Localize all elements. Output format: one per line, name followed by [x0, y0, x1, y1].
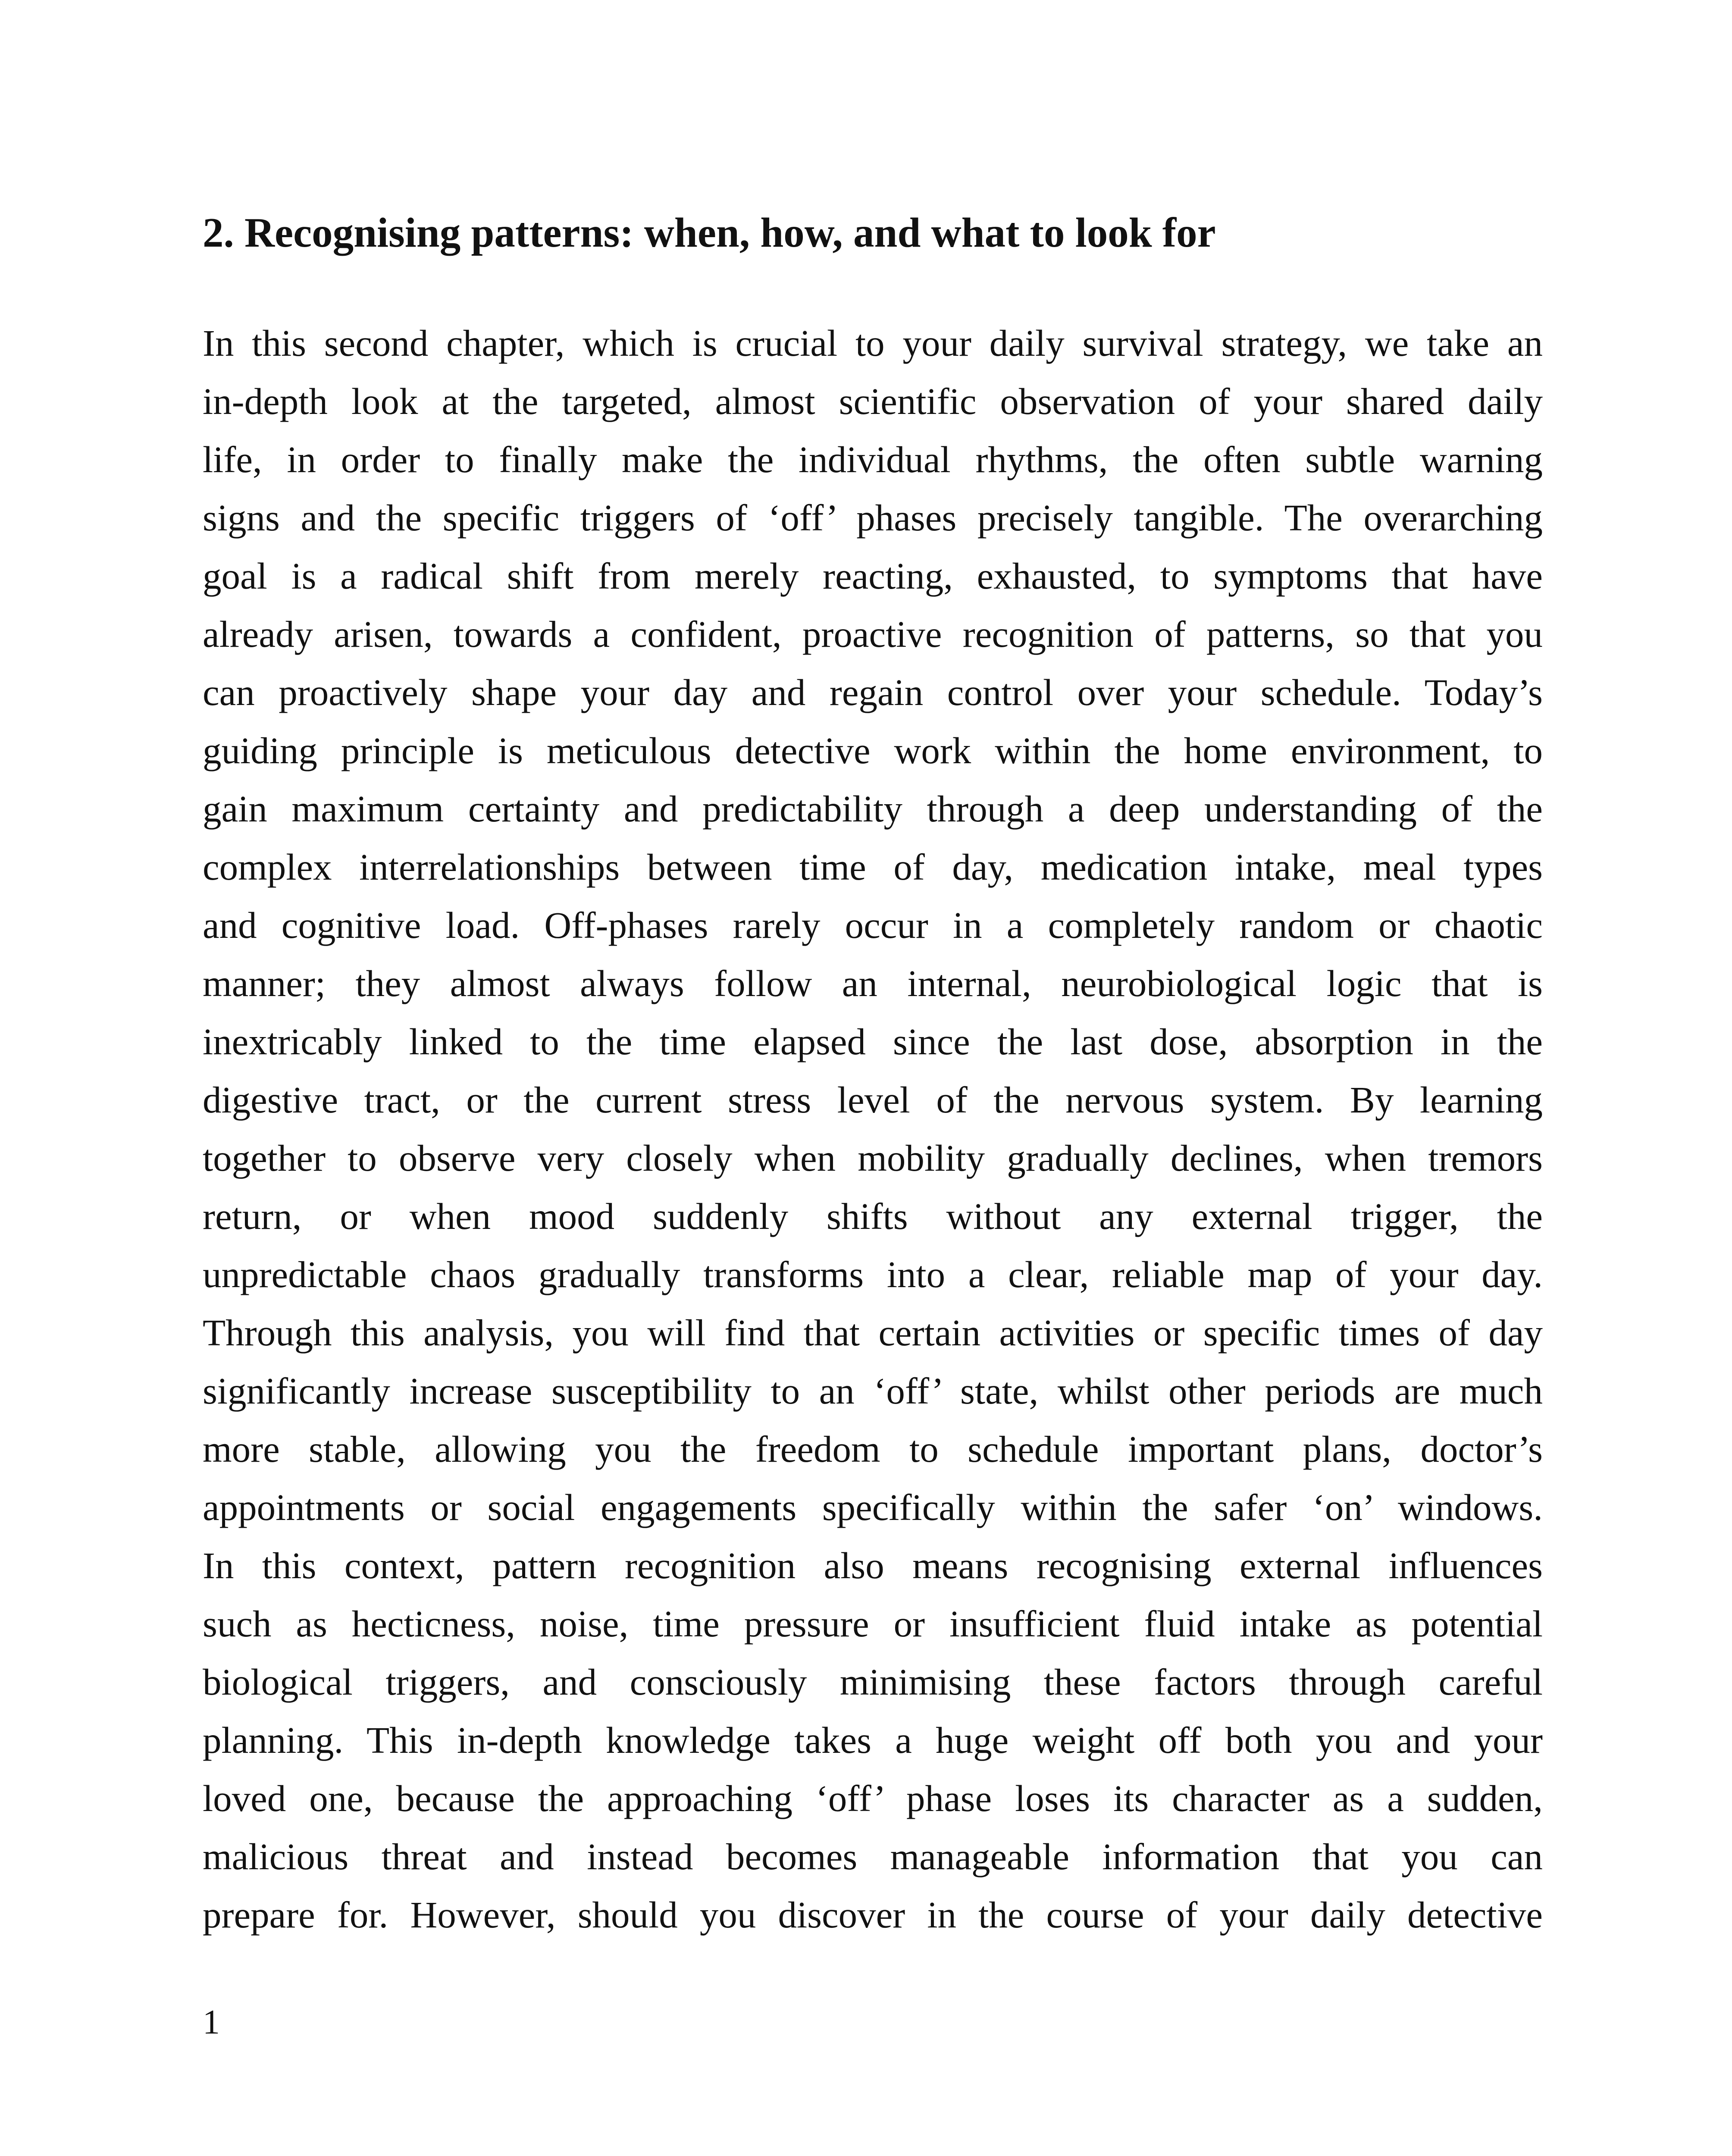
- text-line: and cognitive load. Off-phases rarely occur in a completely random or chaotic: [203, 904, 1543, 946]
- text-line: In this context, pattern recognition also means recognising external influences: [203, 1545, 1543, 1586]
- text-line: gain maximum certainty and predictability through a deep understanding of the: [203, 788, 1543, 830]
- text-line: goal is a radical shift from merely reacting, exhausted, to symptoms that have: [203, 555, 1543, 597]
- text-line: digestive tract, or the current stress level of the nervous system. By learning: [203, 1079, 1543, 1121]
- chapter-heading: 2. Recognising patterns: when, how, and what to look for: [203, 210, 1216, 256]
- text-line: appointments or social engagements specifically within the safer ‘on’ windows.: [203, 1486, 1543, 1528]
- text-line: complex interrelationships between time of day, medication intake, meal types: [203, 846, 1543, 888]
- text-line: such as hecticness, noise, time pressure or insufficient fluid intake as potential: [203, 1603, 1543, 1645]
- text-line: Through this analysis, you will find that certain activities or specific times of day: [203, 1312, 1543, 1354]
- page-number: 1: [203, 2003, 220, 2041]
- text-line: signs and the specific triggers of ‘off’ phases precisely tangible. The overarching: [203, 497, 1543, 539]
- text-line: planning. This in-depth knowledge takes a huge weight off both you and your: [203, 1719, 1543, 1761]
- text-line: malicious threat and instead becomes manageable information that you can: [203, 1836, 1543, 1877]
- body-paragraph: [203, 314, 1543, 1944]
- text-line: significantly increase susceptibility to an ‘off’ state, whilst other periods are much: [203, 1370, 1543, 1412]
- text-line: manner; they almost always follow an internal, neurobiological logic that is: [203, 962, 1543, 1004]
- text-line: life, in order to finally make the individual rhythms, the often subtle warning: [203, 439, 1543, 480]
- text-line: together to observe very closely when mobility gradually declines, when tremors: [203, 1137, 1543, 1179]
- text-line: return, or when mood suddenly shifts without any external trigger, the: [203, 1195, 1543, 1237]
- text-line: inextricably linked to the time elapsed since the last dose, absorption in the: [203, 1021, 1543, 1062]
- text-line: unpredictable chaos gradually transforms into a clear, reliable map of your day.: [203, 1253, 1543, 1295]
- text-line: prepare for. However, should you discover in the course of your daily detective: [203, 1894, 1543, 1936]
- text-line: more stable, allowing you the freedom to schedule important plans, doctor’s: [203, 1428, 1543, 1470]
- text-line: can proactively shape your day and regain control over your schedule. Today’s: [203, 671, 1543, 713]
- text-line: already arisen, towards a confident, proactive recognition of patterns, so that you: [203, 613, 1543, 655]
- text-line: in-depth look at the targeted, almost scientific observation of your shared daily: [203, 380, 1543, 422]
- text-line: guiding principle is meticulous detective work within the home environment, to: [203, 730, 1543, 771]
- text-line: In this second chapter, which is crucial to your daily survival strategy, we take an: [203, 322, 1543, 364]
- text-line: loved one, because the approaching ‘off’ phase loses its character as a sudden,: [203, 1777, 1543, 1819]
- text-line: biological triggers, and consciously minimising these factors through careful: [203, 1661, 1543, 1703]
